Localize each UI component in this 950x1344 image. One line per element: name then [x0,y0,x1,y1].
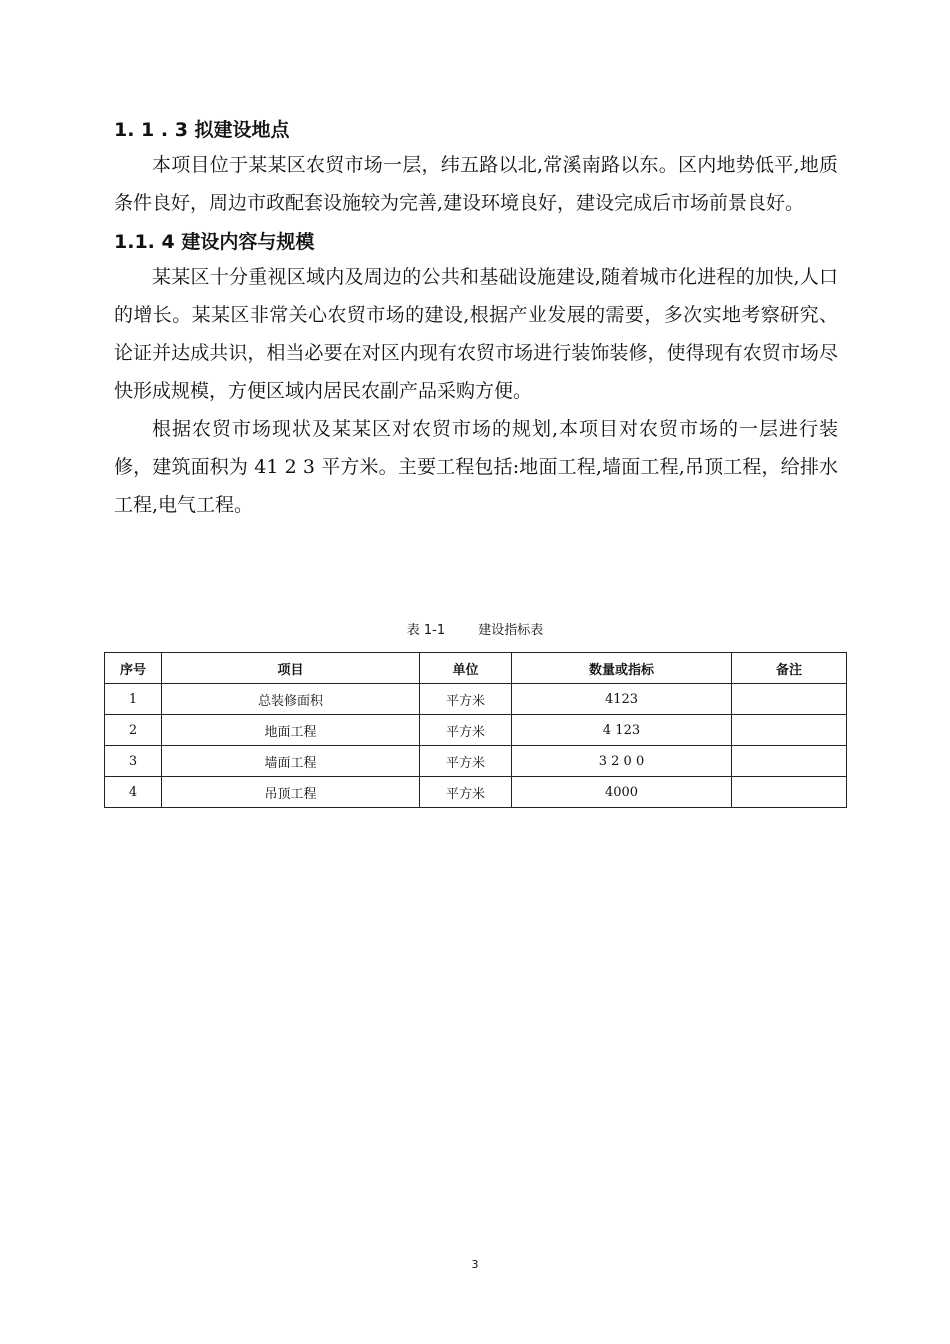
header-item: 项目 [162,653,420,684]
table-row [105,715,847,746]
header-index: 序号 [105,653,162,684]
cell-index: 4 [105,777,162,808]
cell-item: 总装修面积 [162,684,420,715]
section-paragraph-113: 本项目位于某某区农贸市场一层，纬五路以北,常溪南路以东。区内地势低平,地质条件良好，周边市政配套设施较为完善,建设环境良好，建设完成后市场前景良好。 [114,154,838,214]
section-heading-114: 1.1. 4 建设内容与规模 [114,231,315,253]
cell-remark [732,684,847,715]
section-paragraph-114-2: 根据农贸市场现状及某某区对农贸市场的规划,本项目对农贸市场的一层进行装修，建筑面积为 41 2 3 平方米。主要工程包括:地面工程,墙面工程,吊顶工程，给排水工程,电气工程。 [114,418,838,516]
header-unit: 单位 [420,653,512,684]
table-row [105,777,847,808]
cell-unit: 平方米 [420,746,512,777]
table-caption: 表 1-1 建设指标表 [406,623,544,638]
cell-remark [732,777,847,808]
cell-remark [732,746,847,777]
cell-remark [732,715,847,746]
table-row [105,684,847,715]
cell-unit: 平方米 [420,777,512,808]
table-header-row [105,653,847,684]
construction-index-table [104,652,847,808]
cell-unit: 平方米 [420,715,512,746]
page-content [114,112,838,524]
cell-quantity: 4 123 [512,715,732,746]
cell-item: 吊顶工程 [162,777,420,808]
cell-quantity: 4123 [512,684,732,715]
cell-index: 3 [105,746,162,777]
header-remark: 备注 [732,653,847,684]
page-number: 3 [471,1258,479,1271]
cell-quantity: 3 2 0 0 [512,746,732,777]
cell-index: 2 [105,715,162,746]
cell-index: 1 [105,684,162,715]
table-row [105,746,847,777]
cell-item: 墙面工程 [162,746,420,777]
section-heading-113: 1. 1 . 3 拟建设地点 [114,119,290,141]
header-quantity: 数量或指标 [512,653,732,684]
cell-quantity: 4000 [512,777,732,808]
cell-item: 地面工程 [162,715,420,746]
section-paragraph-114-1: 某某区十分重视区域内及周边的公共和基础设施建设,随着城市化进程的加快,人口的增长。某某区非常关心农贸市场的建设,根据产业发展的需要，多次实地考察研究、论证并达成共识，相当必要在对区内现有农贸市场进行装饰装修，使得现有农贸市场尽快形成规模，方便区域内居民农副产品采购方便。 [114,266,838,402]
cell-unit: 平方米 [420,684,512,715]
